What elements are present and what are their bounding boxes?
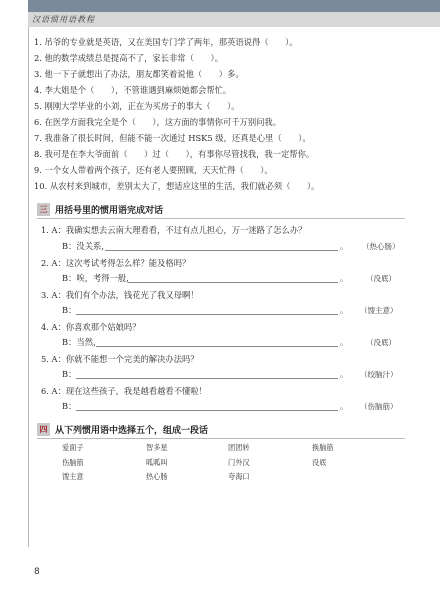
idiom-option: 馊主意 <box>62 472 84 481</box>
idiom-hint: （绞脑汁） <box>360 370 398 379</box>
idiom-hint: （馊主意） <box>360 306 398 315</box>
full-stop: 。 <box>340 370 348 379</box>
idiom-option: 换脑筋 <box>312 443 334 452</box>
margin-rule <box>28 27 29 547</box>
dialogue-answer-start: B：唉，考得一般， <box>62 273 135 283</box>
dialogue-question: 1. A：我确实想去云南大理看看，不过有点儿担心，万一迷路了怎么办？ <box>41 225 307 235</box>
idiom-hint: （没底） <box>366 274 396 283</box>
full-stop: 。 <box>340 274 348 283</box>
exercise-item: 7. 我准备了很长时间，但能不能一次通过 HSK5 级，还真是心里（ ）。 <box>34 133 311 143</box>
full-stop: 。 <box>340 402 348 411</box>
answer-blank[interactable] <box>96 346 338 347</box>
exercise-item: 8. 我可是在李大爷面前（ ）过（ ），有事你尽管找我，我一定帮你。 <box>34 149 315 159</box>
answer-blank[interactable] <box>128 282 338 283</box>
exercise-item: 9. 一个女人带着两个孩子，还有老人要照顾，天天忙得（ ）。 <box>34 165 273 175</box>
section-title: 用括号里的惯用语完成对话 <box>55 206 164 216</box>
section-number: 三 <box>37 203 50 216</box>
exercise-item: 6. 在医学方面我完全是个（ ），这方面的事情你可千万别问我。 <box>34 117 282 127</box>
dialogue-answer-start: B： <box>62 401 77 411</box>
idiom-hint: （伤脑筋） <box>360 402 398 411</box>
section-heading <box>37 423 208 436</box>
exercise-item: 1. 吊爷的专业就是英语，又在美国专门学了两年，那英语说得（ ）。 <box>34 37 298 47</box>
dialogue-question: 3. A：我们有个办法，钱花光了我又母啊！ <box>41 290 199 300</box>
full-stop: 。 <box>340 338 348 347</box>
exercise-item: 2. 他的数学成绩总是提高不了，家长非常（ ）。 <box>34 53 223 63</box>
dialogue-question: 5. A：你就不能想一个完美的解决办法吗？ <box>41 354 199 364</box>
dialogue-question: 2. A：这次考试考得怎么样？能及格吗？ <box>41 258 191 268</box>
exercise-item: 3. 他一下子就想出了办法，朋友都笑着说他（ ）多。 <box>34 69 244 79</box>
idiom-option: 热心肠 <box>146 472 168 481</box>
idiom-hint: （没底） <box>366 338 396 347</box>
header-band <box>28 0 440 12</box>
section-divider <box>37 218 405 219</box>
full-stop: 。 <box>340 306 348 315</box>
idiom-option: 伤脑筋 <box>62 458 84 467</box>
idiom-option: 爱面子 <box>62 443 84 452</box>
dialogue-answer-start: B： <box>62 305 77 315</box>
idiom-option: 团团转 <box>228 443 250 452</box>
section-number: 四 <box>37 423 50 436</box>
exercise-item: 5. 刚刚大学毕业的小刘，正在为买房子的事大（ ）。 <box>34 101 240 111</box>
idiom-option: 没底 <box>312 458 327 467</box>
answer-blank[interactable] <box>76 314 338 315</box>
section-title: 从下列惯用语中选择五个，组成一段话 <box>55 426 209 436</box>
dialogue-answer-start: B：没关系， <box>62 241 110 251</box>
answer-blank[interactable] <box>105 250 338 251</box>
idiom-option: 智多星 <box>146 443 168 452</box>
idiom-option: 门外汉 <box>228 458 250 467</box>
dialogue-question: 4. A：你喜欢那个姑娘吗？ <box>41 322 141 332</box>
idiom-hint: （热心肠） <box>362 242 400 251</box>
dialogue-question: 6. A：现在这些孩子，我是越看越看不懂啦！ <box>41 386 207 396</box>
dialogue-answer-start: B： <box>62 369 77 379</box>
idiom-option: 夸海口 <box>228 472 250 481</box>
page-number: 8 <box>34 567 40 577</box>
full-stop: 。 <box>340 242 348 251</box>
exercise-item: 4. 李大姐是个（ ），不管谁遇到麻烦她都会帮忙。 <box>34 85 232 95</box>
answer-blank[interactable] <box>76 410 338 411</box>
dialogue-answer-start: B：当然， <box>62 337 102 347</box>
exercise-item: 10. 从农村来到城市，差别太大了，想适应这里的生活，我们就必须（ ）。 <box>34 181 320 191</box>
section-heading <box>37 203 163 216</box>
section-divider <box>37 438 405 439</box>
answer-blank[interactable] <box>76 378 338 379</box>
book-title: 汉语惯用语教程 <box>32 15 95 24</box>
idiom-option: 呱呱叫 <box>146 458 168 467</box>
